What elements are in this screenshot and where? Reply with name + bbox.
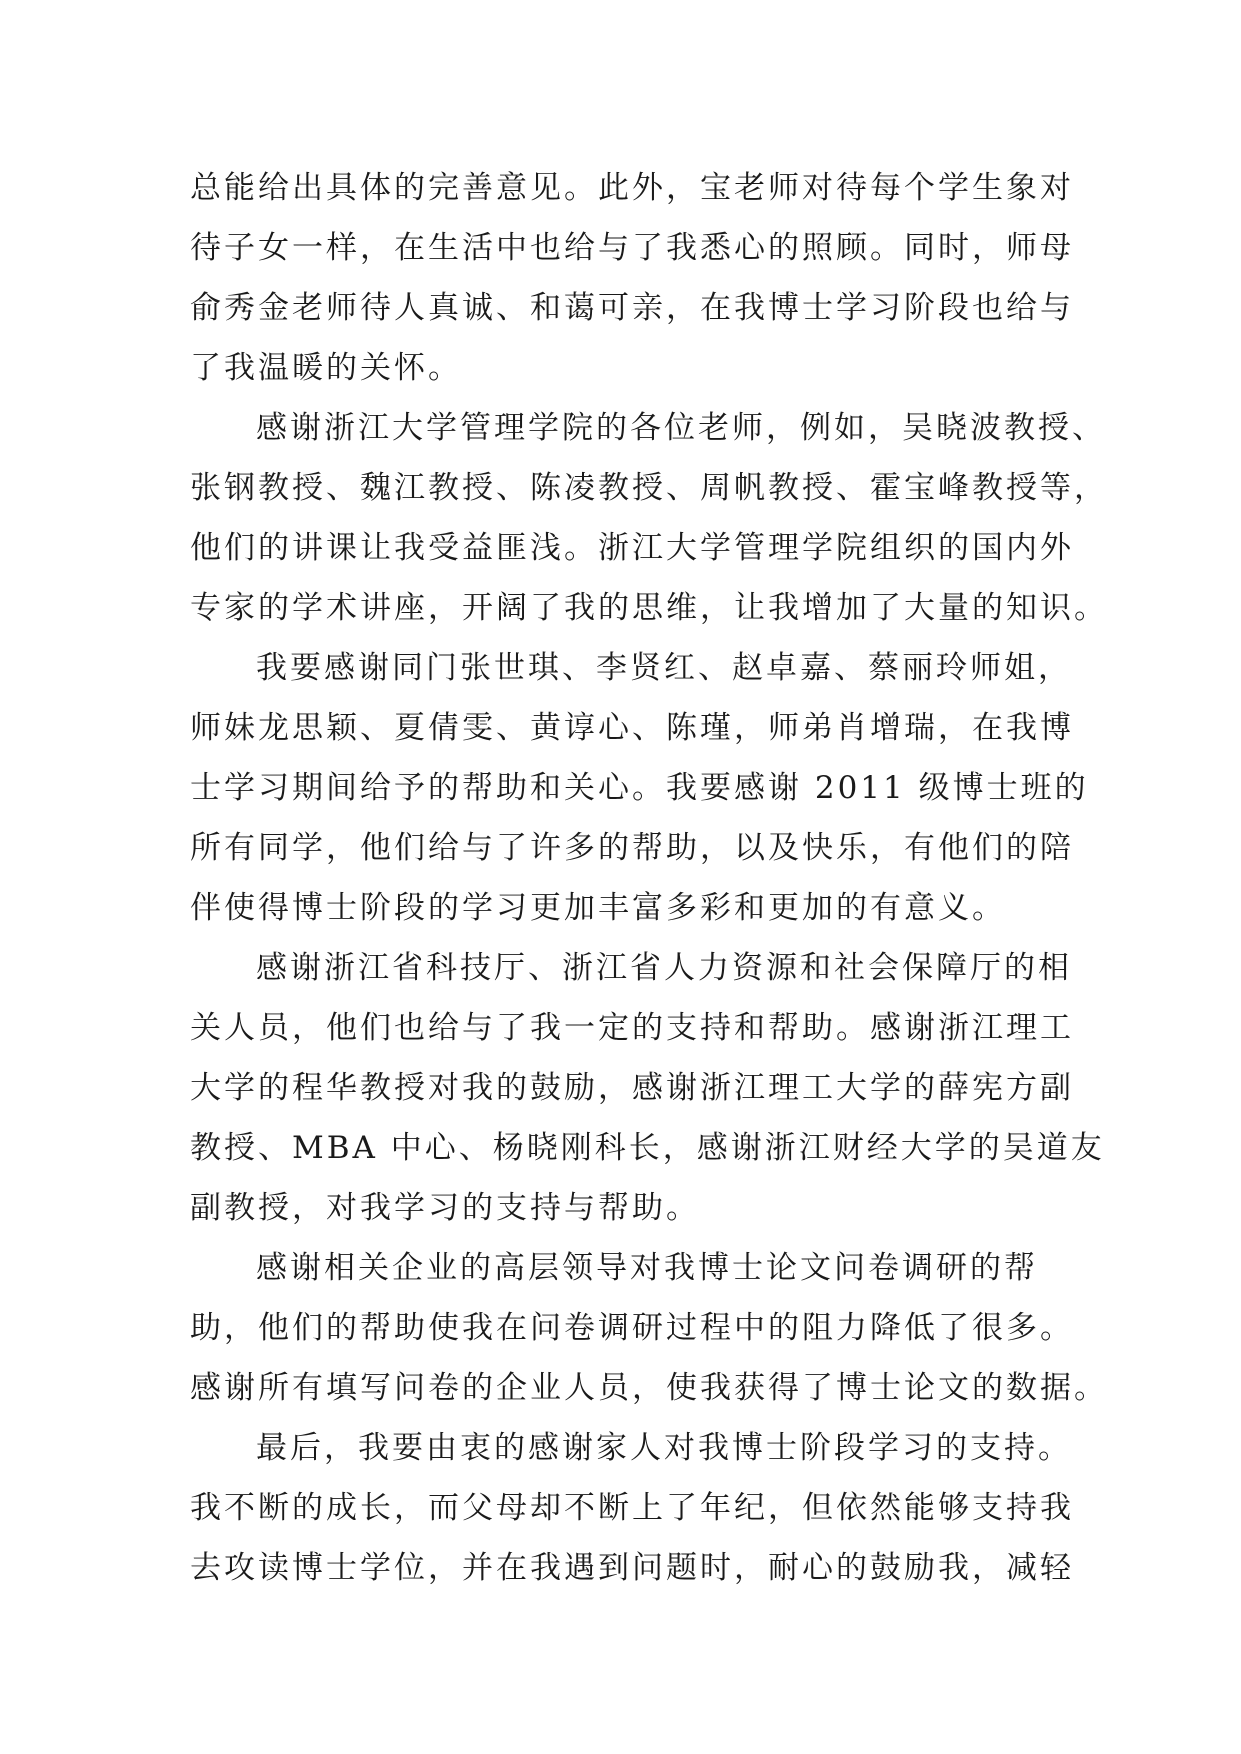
acknowledgement-text — [190, 158, 1108, 1598]
text-line: 去攻读博士学位，并在我遇到问题时，耐心的鼓励我，减轻 — [190, 1550, 1074, 1586]
text-line: 专家的学术讲座，开阔了我的思维，让我增加了大量的知识。 — [190, 590, 1108, 626]
text-line: 感谢浙江大学管理学院的各位老师，例如，吴晓波教授、 — [256, 410, 1106, 446]
text-line: 关人员，他们也给与了我一定的支持和帮助。感谢浙江理工 — [190, 1010, 1074, 1046]
text-line: 了我温暖的关怀。 — [190, 350, 462, 386]
text-line: 助，他们的帮助使我在问卷调研过程中的阻力降低了很多。 — [190, 1310, 1074, 1346]
text-line: 最后，我要由衷的感谢家人对我博士阶段学习的支持。 — [256, 1430, 1072, 1466]
text-line: 我不断的成长，而父母却不断上了年纪，但依然能够支持我 — [190, 1490, 1074, 1526]
text-line: 伴使得博士阶段的学习更加丰富多彩和更加的有意义。 — [190, 890, 1006, 926]
paragraph-classmates — [190, 638, 1089, 938]
text-line: 师妹龙思颖、夏倩雯、黄谆心、陈瑾，师弟肖增瑞，在我博 — [190, 710, 1074, 746]
text-line: 士学习期间给予的帮助和关心。我要感谢 2011 级博士班的 — [190, 770, 1089, 806]
paragraph-teachers — [190, 398, 1108, 638]
text-line: 待子女一样，在生活中也给与了我悉心的照顾。同时，师母 — [190, 230, 1074, 266]
text-line: 他们的讲课让我受益匪浅。浙江大学管理学院组织的国内外 — [190, 530, 1074, 566]
text-line: 我要感谢同门张世琪、李贤红、赵卓嘉、蔡丽玲师姐， — [256, 650, 1072, 686]
text-line: 所有同学，他们给与了许多的帮助，以及快乐，有他们的陪 — [190, 830, 1074, 866]
text-line: 总能给出具体的完善意见。此外，宝老师对待每个学生象对 — [190, 170, 1074, 206]
paragraph-continuation — [190, 158, 1074, 398]
paragraph-institutions — [190, 938, 1105, 1238]
text-line: 教授、MBA 中心、杨晓刚科长，感谢浙江财经大学的吴道友 — [190, 1130, 1105, 1166]
text-line: 大学的程华教授对我的鼓励，感谢浙江理工大学的薛宪方副 — [190, 1070, 1074, 1106]
text-line: 俞秀金老师待人真诚、和蔼可亲，在我博士学习阶段也给与 — [190, 290, 1074, 326]
text-line: 副教授，对我学习的支持与帮助。 — [190, 1190, 700, 1226]
text-line: 张钢教授、魏江教授、陈凌教授、周帆教授、霍宝峰教授等， — [190, 470, 1108, 506]
paragraph-enterprises — [190, 1238, 1108, 1418]
text-line: 感谢浙江省科技厅、浙江省人力资源和社会保障厅的相 — [256, 950, 1072, 986]
text-line: 感谢相关企业的高层领导对我博士论文问卷调研的帮 — [256, 1250, 1038, 1286]
paragraph-family — [190, 1418, 1074, 1598]
text-line: 感谢所有填写问卷的企业人员，使我获得了博士论文的数据。 — [190, 1370, 1108, 1406]
